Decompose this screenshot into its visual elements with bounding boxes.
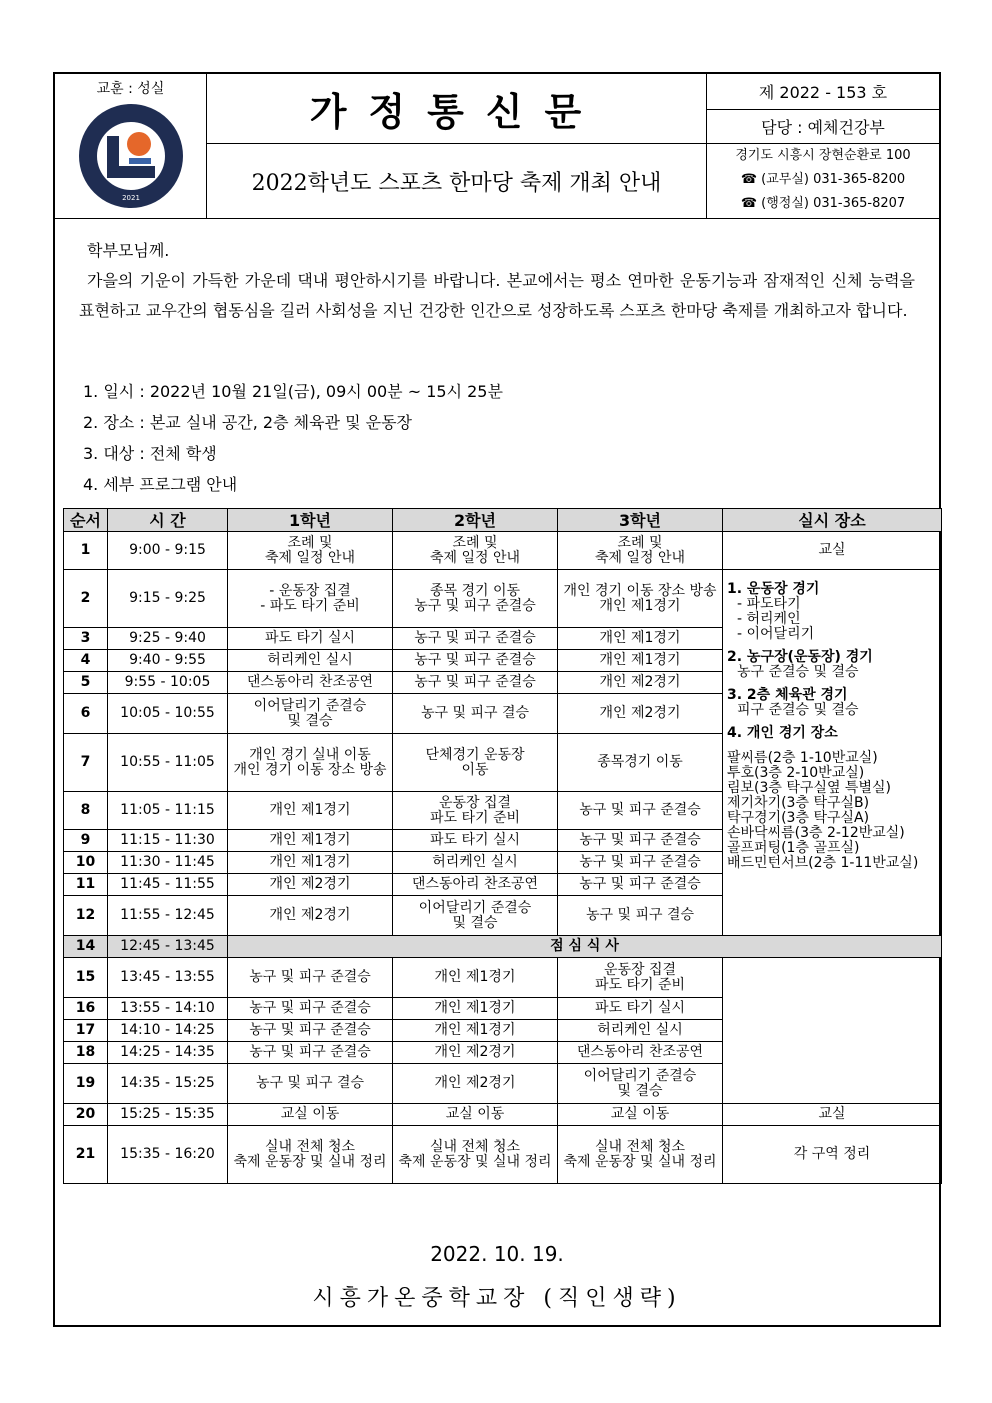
row-number: 21 bbox=[64, 1126, 108, 1184]
grade-cell: 개인 제1경기 bbox=[393, 998, 558, 1020]
grade-cell: 농구 및 피구 준결승 bbox=[228, 1020, 393, 1042]
grade-cell: 이어달리기 준결승 및 결승 bbox=[228, 694, 393, 734]
grade-cell: 개인 제2경기 bbox=[228, 874, 393, 896]
place-heading: 3. 2층 체육관 경기 bbox=[727, 687, 848, 703]
row-number: 6 bbox=[64, 694, 108, 734]
grade-cell: 교실 이동 bbox=[228, 1104, 393, 1126]
place-item: 팔씨름(2층 1-10반교실) bbox=[727, 750, 878, 766]
principal-signature: 시흥가온중학교장 (직인생략) bbox=[312, 1286, 682, 1311]
table-header-row bbox=[64, 509, 942, 532]
time-cell: 14:25 - 14:35 bbox=[108, 1042, 228, 1064]
grade-cell: 교실 이동 bbox=[393, 1104, 558, 1126]
grade-cell: 농구 및 피구 결승 bbox=[393, 694, 558, 734]
newsletter-frame bbox=[53, 72, 941, 1327]
issue-date: 2022. 10. 19. bbox=[430, 1242, 564, 1266]
place-item: 투호(3층 2-10반교실) bbox=[727, 765, 865, 781]
time-cell: 13:45 - 13:55 bbox=[108, 958, 228, 998]
lunch-cell: 점 심 식 사 bbox=[228, 936, 942, 958]
col-header: 실시 장소 bbox=[723, 509, 942, 532]
time-cell: 10:05 - 10:55 bbox=[108, 694, 228, 734]
table-row bbox=[64, 532, 942, 570]
grade-cell: 파도 타기 실시 bbox=[558, 998, 723, 1020]
school-logo-icon bbox=[77, 102, 185, 210]
grade-cell: 이어달리기 준결승 및 결승 bbox=[558, 1064, 723, 1104]
row-number: 19 bbox=[64, 1064, 108, 1104]
grade-cell: 농구 및 피구 준결승 bbox=[228, 998, 393, 1020]
grade-cell: 댄스동아리 찬조공연 bbox=[558, 1042, 723, 1064]
row-number: 9 bbox=[64, 830, 108, 852]
grade-cell: - 운동장 집결 - 파도 타기 준비 bbox=[228, 570, 393, 628]
time-cell: 11:55 - 12:45 bbox=[108, 896, 228, 936]
grade-cell: 농구 및 피구 준결승 bbox=[393, 672, 558, 694]
phone-office: ☎ (교무실) 031-365-8200 bbox=[740, 172, 906, 187]
table-row bbox=[64, 570, 942, 628]
place-cell: 교실 bbox=[723, 1104, 942, 1126]
time-cell: 15:25 - 15:35 bbox=[108, 1104, 228, 1126]
grade-cell: 개인 제2경기 bbox=[393, 1064, 558, 1104]
contact-info bbox=[707, 144, 939, 218]
grade-cell: 실내 전체 청소 축제 운동장 및 실내 정리 bbox=[393, 1126, 558, 1184]
time-cell: 12:45 - 13:45 bbox=[108, 936, 228, 958]
grade-cell: 교실 이동 bbox=[558, 1104, 723, 1126]
table-row bbox=[64, 958, 942, 998]
grade-cell: 파도 타기 실시 bbox=[393, 830, 558, 852]
grade-cell: 조례 및 축제 일정 안내 bbox=[393, 532, 558, 570]
row-number: 20 bbox=[64, 1104, 108, 1126]
grade-cell: 조례 및 축제 일정 안내 bbox=[558, 532, 723, 570]
col-header: 3학년 bbox=[558, 509, 723, 532]
place-item: 손바닥씨름(3층 2-12반교실) bbox=[727, 825, 905, 841]
time-cell: 11:05 - 11:15 bbox=[108, 792, 228, 830]
time-cell: 9:55 - 10:05 bbox=[108, 672, 228, 694]
row-number: 4 bbox=[64, 650, 108, 672]
issue-number: 제 2022 - 153 호 bbox=[707, 74, 939, 110]
grade-cell: 개인 제2경기 bbox=[393, 1042, 558, 1064]
time-cell: 9:40 - 9:55 bbox=[108, 650, 228, 672]
row-number: 5 bbox=[64, 672, 108, 694]
time-cell: 15:35 - 16:20 bbox=[108, 1126, 228, 1184]
time-cell: 9:25 - 9:40 bbox=[108, 628, 228, 650]
row-number: 18 bbox=[64, 1042, 108, 1064]
phone-admin: ☎ (행정실) 031-365-8207 bbox=[740, 196, 906, 211]
grade-cell: 농구 및 피구 준결승 bbox=[558, 852, 723, 874]
grade-cell: 조례 및 축제 일정 안내 bbox=[228, 532, 393, 570]
document-subtitle: 2022학년도 스포츠 한마당 축제 개최 안내 bbox=[207, 144, 707, 218]
row-number: 15 bbox=[64, 958, 108, 998]
place-item: 골프퍼팅(1층 골프실) bbox=[727, 840, 860, 856]
grade-cell: 개인 제1경기 bbox=[228, 830, 393, 852]
grade-cell: 허리케인 실시 bbox=[393, 852, 558, 874]
time-cell: 13:55 - 14:10 bbox=[108, 998, 228, 1020]
place-heading: 1. 운동장 경기 bbox=[727, 581, 820, 597]
grade-cell: 개인 제1경기 bbox=[393, 1020, 558, 1042]
document-title: 가정통신문 bbox=[207, 74, 707, 144]
info-item: 2. 장소 : 본교 실내 공간, 2층 체육관 및 운동장 bbox=[83, 413, 412, 432]
grade-cell: 개인 제2경기 bbox=[228, 896, 393, 936]
row-number: 7 bbox=[64, 734, 108, 792]
place-item: 탁구경기(3층 탁구실A) bbox=[727, 810, 870, 826]
header bbox=[55, 74, 939, 218]
grade-cell: 운동장 집결 파도 타기 준비 bbox=[393, 792, 558, 830]
row-number: 2 bbox=[64, 570, 108, 628]
table-row bbox=[64, 1126, 942, 1184]
place-item: - 파도타기 bbox=[737, 596, 801, 612]
col-header: 시 간 bbox=[108, 509, 228, 532]
place-cell: 각 구역 정리 bbox=[723, 1126, 942, 1184]
grade-cell: 농구 및 피구 준결승 bbox=[558, 830, 723, 852]
time-cell: 11:45 - 11:55 bbox=[108, 874, 228, 896]
table-row bbox=[64, 1104, 942, 1126]
place-cell: 교실 bbox=[723, 532, 942, 570]
place-item: 림보(3층 탁구실옆 특별실) bbox=[727, 780, 891, 796]
grade-cell: 실내 전체 청소 축제 운동장 및 실내 정리 bbox=[228, 1126, 393, 1184]
info-list bbox=[83, 376, 503, 500]
grade-cell: 농구 및 피구 결승 bbox=[228, 1064, 393, 1104]
table-row bbox=[64, 936, 942, 958]
row-number: 10 bbox=[64, 852, 108, 874]
grade-cell: 농구 및 피구 준결승 bbox=[393, 650, 558, 672]
grade-cell: 운동장 집결 파도 타기 준비 bbox=[558, 958, 723, 998]
col-header: 2학년 bbox=[393, 509, 558, 532]
row-number: 12 bbox=[64, 896, 108, 936]
row-number: 16 bbox=[64, 998, 108, 1020]
svg-text:2021: 2021 bbox=[122, 194, 140, 202]
time-cell: 9:00 - 9:15 bbox=[108, 532, 228, 570]
grade-cell: 개인 제1경기 bbox=[393, 958, 558, 998]
grade-cell: 종목 경기 이동 농구 및 피구 준결승 bbox=[393, 570, 558, 628]
place-item: 피구 준결승 및 결승 bbox=[737, 702, 859, 718]
time-cell: 11:15 - 11:30 bbox=[108, 830, 228, 852]
grade-cell: 개인 제1경기 bbox=[228, 852, 393, 874]
grade-cell: 파도 타기 실시 bbox=[228, 628, 393, 650]
grade-cell: 단체경기 운동장 이동 bbox=[393, 734, 558, 792]
grade-cell: 개인 제1경기 bbox=[558, 650, 723, 672]
grade-cell: 개인 제1경기 bbox=[558, 628, 723, 650]
schedule-table bbox=[63, 508, 942, 1184]
col-header: 순서 bbox=[64, 509, 108, 532]
grade-cell: 농구 및 피구 준결승 bbox=[228, 958, 393, 998]
school-motto: 교훈 : 성실 bbox=[96, 81, 165, 97]
place-block bbox=[723, 570, 942, 936]
place-item: - 이어달리기 bbox=[737, 626, 815, 642]
grade-cell: 농구 및 피구 준결승 bbox=[228, 1042, 393, 1064]
grade-cell: 농구 및 피구 결승 bbox=[558, 896, 723, 936]
row-number: 11 bbox=[64, 874, 108, 896]
info-item: 1. 일시 : 2022년 10월 21일(금), 09시 00분 ~ 15시 25분 bbox=[83, 382, 503, 401]
info-item: 4. 세부 프로그램 안내 bbox=[83, 475, 238, 494]
row-number: 3 bbox=[64, 628, 108, 650]
row-number: 8 bbox=[64, 792, 108, 830]
time-cell: 14:35 - 15:25 bbox=[108, 1064, 228, 1104]
grade-cell: 허리케인 실시 bbox=[558, 1020, 723, 1042]
place-item: 제기차기(3층 탁구실B) bbox=[727, 795, 870, 811]
row-number: 1 bbox=[64, 532, 108, 570]
grade-cell: 댄스동아리 찬조공연 bbox=[228, 672, 393, 694]
grade-cell: 허리케인 실시 bbox=[228, 650, 393, 672]
col-header: 1학년 bbox=[228, 509, 393, 532]
grade-cell: 실내 전체 청소 축제 운동장 및 실내 정리 bbox=[558, 1126, 723, 1184]
grade-cell: 댄스동아리 찬조공연 bbox=[393, 874, 558, 896]
grade-cell: 농구 및 피구 준결승 bbox=[558, 792, 723, 830]
grade-cell: 농구 및 피구 준결승 bbox=[393, 628, 558, 650]
grade-cell: 개인 제2경기 bbox=[558, 694, 723, 734]
intro-paragraph: 가을의 기운이 가득한 가운데 댁내 평안하시기를 바랍니다. 본교에서는 평소 연마한 운동기능과 잠재적인 신체 능력을 표현하고 교우간의 협동심을 길러 사회성을 지닌 건강한 인간으로 성장하도록 스포츠 한마당 축제를 개최하고자 합니다. bbox=[79, 271, 915, 320]
info-item: 3. 대상 : 전체 학생 bbox=[83, 444, 217, 463]
time-cell: 14:10 - 14:25 bbox=[108, 1020, 228, 1042]
place-item: 농구 준결승 및 결승 bbox=[737, 664, 859, 680]
address: 경기도 시흥시 장현순환로 100 bbox=[735, 148, 911, 163]
place-heading: 2. 농구장(운동장) 경기 bbox=[727, 649, 873, 665]
logo-box bbox=[55, 74, 207, 218]
place-empty bbox=[723, 958, 942, 1104]
grade-cell: 개인 제2경기 bbox=[558, 672, 723, 694]
header-divider bbox=[55, 218, 939, 219]
time-cell: 9:15 - 9:25 bbox=[108, 570, 228, 628]
place-heading: 4. 개인 경기 장소 bbox=[727, 725, 838, 741]
time-cell: 10:55 - 11:05 bbox=[108, 734, 228, 792]
grade-cell: 개인 제1경기 bbox=[228, 792, 393, 830]
row-number: 14 bbox=[64, 936, 108, 958]
department: 담당 : 예체건강부 bbox=[707, 110, 939, 144]
grade-cell: 개인 경기 이동 장소 방송 개인 제1경기 bbox=[558, 570, 723, 628]
grade-cell: 농구 및 피구 준결승 bbox=[558, 874, 723, 896]
time-cell: 11:30 - 11:45 bbox=[108, 852, 228, 874]
grade-cell: 개인 경기 실내 이동 개인 경기 이동 장소 방송 bbox=[228, 734, 393, 792]
row-number: 17 bbox=[64, 1020, 108, 1042]
greeting: 학부모님께. bbox=[87, 241, 170, 260]
grade-cell: 이어달리기 준결승 및 결승 bbox=[393, 896, 558, 936]
letter-body bbox=[79, 236, 915, 326]
place-item: 배드민턴서브(2층 1-11반교실) bbox=[727, 855, 919, 871]
grade-cell: 종목경기 이동 bbox=[558, 734, 723, 792]
place-item: - 허리케인 bbox=[737, 611, 801, 627]
